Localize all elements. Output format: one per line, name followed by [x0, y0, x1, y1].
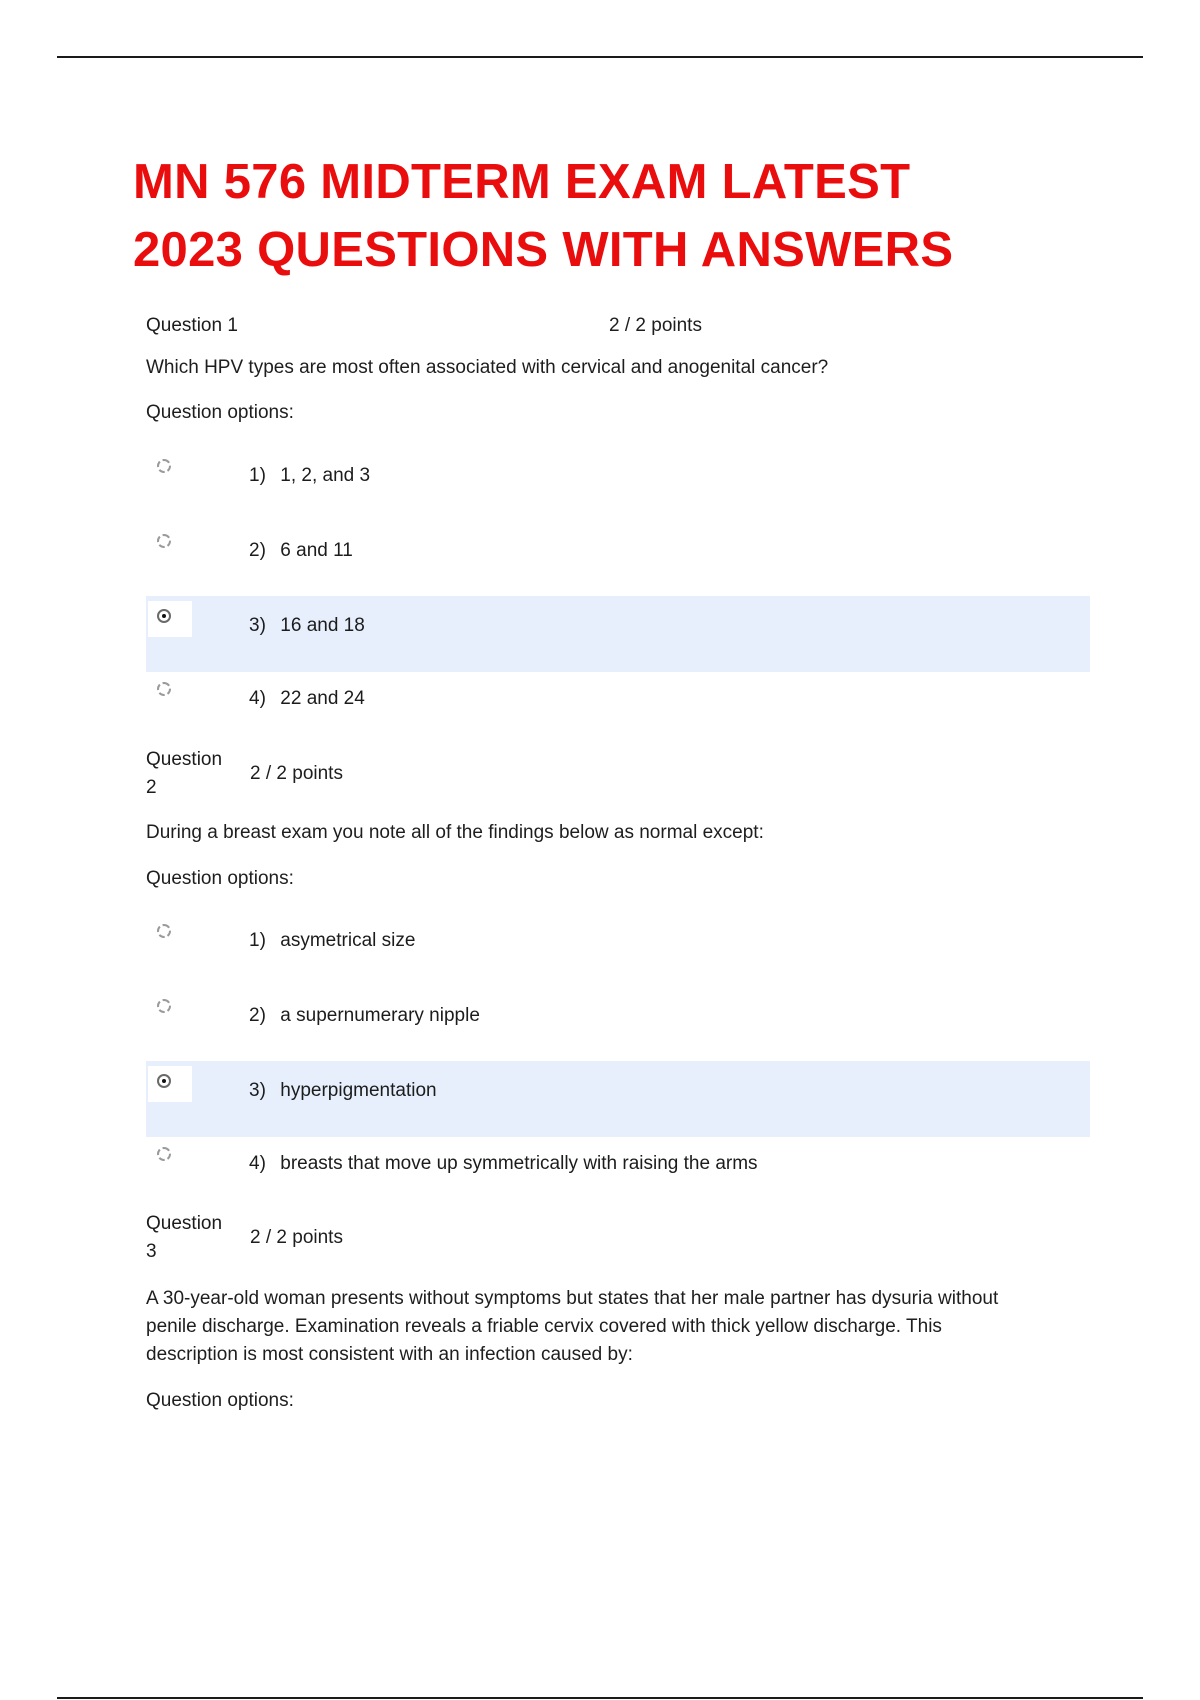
question-1-options-label: Question options: — [146, 402, 294, 423]
option-text — [249, 462, 370, 490]
top-rule — [57, 56, 1143, 58]
option-text — [249, 1002, 480, 1030]
option-text — [249, 1150, 758, 1178]
option-label: breasts that move up symmetrically with raising the arms — [280, 1153, 758, 1174]
question-3-text-line-3: description is most consistent with an infection caused by: — [146, 1344, 633, 1365]
option-label: 22 and 24 — [280, 688, 365, 709]
question-3-text-line-2: penile discharge. Examination reveals a friable cervix covered with thick yellow discharge. This — [146, 1316, 942, 1337]
question-2-options-label: Question options: — [146, 868, 294, 889]
bottom-rule — [57, 1697, 1143, 1699]
radio-checked-icon — [157, 609, 171, 623]
radio-unchecked-icon — [157, 459, 171, 473]
question-label-number: 3 — [146, 1241, 157, 1262]
radio-button[interactable] — [148, 674, 192, 710]
question-1-option-1[interactable] — [146, 446, 1090, 522]
radio-button[interactable] — [148, 1139, 192, 1175]
question-label-number: 2 — [146, 777, 157, 798]
option-text — [249, 612, 365, 640]
option-number: 2) — [249, 1005, 266, 1026]
option-label: 16 and 18 — [280, 615, 365, 636]
question-3-points: 2 / 2 points — [250, 1227, 343, 1248]
question-2-text: During a breast exam you note all of the findings below as normal except: — [146, 822, 764, 843]
radio-unchecked-icon — [157, 924, 171, 938]
option-text — [249, 537, 353, 565]
question-3-options-label: Question options: — [146, 1390, 294, 1411]
radio-unchecked-icon — [157, 1147, 171, 1161]
title-line-1: MN 576 MIDTERM EXAM LATEST — [133, 155, 911, 209]
radio-button[interactable] — [148, 526, 192, 562]
question-1-points: 2 / 2 points — [609, 315, 702, 336]
option-number: 3) — [249, 1080, 266, 1101]
option-label: hyperpigmentation — [280, 1080, 437, 1101]
option-number: 2) — [249, 540, 266, 561]
radio-button[interactable] — [148, 916, 192, 952]
radio-button[interactable] — [148, 991, 192, 1027]
question-1-text: Which HPV types are most often associated with cervical and anogenital cancer? — [146, 357, 829, 378]
radio-unchecked-icon — [157, 682, 171, 696]
title-line-2: 2023 QUESTIONS WITH ANSWERS — [133, 223, 954, 277]
question-1-label: Question 1 — [146, 315, 238, 336]
question-3-text — [146, 1285, 1090, 1369]
question-3-label — [146, 1210, 236, 1266]
radio-checked-icon — [157, 1074, 171, 1088]
option-label: a supernumerary nipple — [280, 1005, 480, 1026]
radio-button[interactable] — [148, 1066, 192, 1102]
document-title — [133, 148, 1113, 284]
option-label: 1, 2, and 3 — [280, 465, 371, 486]
option-text — [249, 1077, 437, 1105]
option-label: asymetrical size — [280, 930, 416, 951]
radio-unchecked-icon — [157, 999, 171, 1013]
option-number: 3) — [249, 615, 266, 636]
radio-unchecked-icon — [157, 534, 171, 548]
radio-button[interactable] — [148, 601, 192, 637]
question-2-points: 2 / 2 points — [250, 763, 343, 784]
option-number: 1) — [249, 930, 266, 951]
question-2-option-3[interactable] — [146, 1061, 1090, 1137]
option-text — [249, 685, 365, 713]
question-label-word: Question — [146, 749, 223, 770]
question-1-option-3[interactable] — [146, 596, 1090, 672]
question-2-option-1[interactable] — [146, 911, 1090, 987]
question-label-word: Question — [146, 1213, 223, 1234]
option-number: 4) — [249, 1153, 266, 1174]
radio-button[interactable] — [148, 451, 192, 487]
question-1-option-4[interactable] — [146, 669, 1090, 745]
option-text — [249, 927, 415, 955]
option-number: 4) — [249, 688, 266, 709]
question-1-option-2[interactable] — [146, 521, 1090, 597]
question-2-label — [146, 746, 236, 802]
question-2-option-4[interactable] — [146, 1134, 1090, 1210]
question-3-text-line-1: A 30-year-old woman presents without symptoms but states that her male partner has dysuria without — [146, 1288, 999, 1309]
option-number: 1) — [249, 465, 266, 486]
option-label: 6 and 11 — [280, 540, 353, 561]
question-2-option-2[interactable] — [146, 986, 1090, 1062]
